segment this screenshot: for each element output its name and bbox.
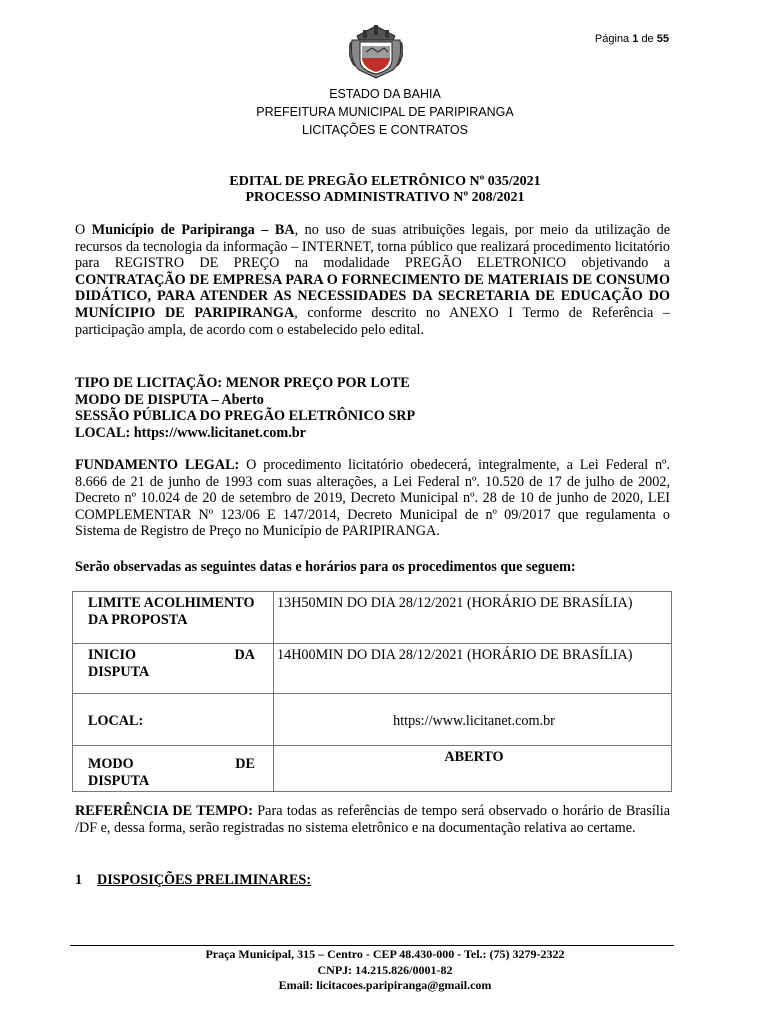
document-header [0,85,770,139]
intro-text-2: , no uso de suas atribuições legais, por meio da utilização de recursos da tecnologia da informação – INTERNET, torna público que realizará procedimento licitatório para REGISTRO DE PREÇO na modalidade PREGÃO ELETRONICO objetivando a [75,222,670,272]
page-number-prefix: Página [594,33,630,45]
legal-basis-text: O procedimento licitatório obedecerá, integralmente, a Lei Federal nº. 8.666 de 21 de junho de 1993 com suas alterações, a Lei Federal nº. 10.520 de 17 de julho de 2002, Decreto nº 10.024 de 20 de setembro de 2019, Decreto Municipal nº. 28 de 10 de junho de 2020, LEI COMPLEMENTAR Nº 123/06 E 147/2014, Decreto Municipal de nº 09/2017 que regulamenta o Sistema de Registro de Preço no Município de PARIPIRANGA. [75,457,670,540]
schedule-label-mode-c: DISPUTA [88,772,150,789]
schedule-label-mode-a: MODO [88,756,134,772]
document-footer [0,947,770,994]
info-local: LOCAL: https://www.licitanet.com.br [75,424,306,441]
schedule-label-start [73,644,274,694]
schedule-table [72,591,672,792]
schedule-label-proposal: LIMITE ACOLHIMENTO DA PROPOSTA [73,592,274,644]
footer-divider [70,945,674,946]
schedule-label-mode [73,746,274,792]
intro-text-1: O [75,222,92,238]
schedule-label-local: LOCAL: [73,694,274,746]
schedule-label-mode-b: DE [235,756,255,772]
section-heading [75,872,670,889]
header-prefecture: PREFEITURA MUNICIPAL DE PARIPIRANGA [256,105,514,119]
schedule-row-proposal [73,592,672,644]
section-title: DISPOSIÇÕES PRELIMINARES: [97,872,312,888]
schedule-value-mode: ABERTO [274,746,672,792]
schedule-value-local: https://www.licitanet.com.br [274,694,672,746]
info-modo: MODO DE DISPUTA – Aberto [75,391,264,408]
footer-address: Praça Municipal, 315 – Centro - CEP 48.430-000 - Tel.: (75) 3279-2322 [205,947,565,961]
schedule-row-start [73,644,672,694]
intro-text-3: , conforme descrito no ANEXO I Termo de Referência – participação ampla, de acordo com o estabelecido pelo edital. [75,304,670,338]
municipal-crest-icon [349,22,403,80]
title-edital: EDITAL DE PREGÃO ELETRÔNICO Nº 035/2021 [229,174,541,189]
header-state: ESTADO DA BAHIA [329,87,441,101]
schedule-row-mode [73,746,672,792]
schedule-label-start-c: DISPUTA [88,663,150,680]
info-tipo: TIPO DE LICITAÇÃO: MENOR PREÇO POR LOTE [75,375,410,391]
schedule-value-proposal: 13H50MIN DO DIA 28/12/2021 (HORÁRIO DE BRASÍLIA) [274,592,672,644]
licitation-info [75,375,670,441]
page-number-total: 55 [656,33,669,45]
schedule-intro: Serão observadas as seguintes datas e horários para os procedimentos que seguem: [75,559,576,575]
page-number-current: 1 [632,33,639,45]
schedule-label-start-b: DA [234,647,255,663]
header-department: LICITAÇÕES E CONTRATOS [302,123,468,137]
time-reference-label: REFERÊNCIA DE TEMPO: [75,803,253,819]
section-number: 1 [75,872,83,888]
schedule-label-start-a: INICIO [88,647,137,663]
footer-cnpj: CNPJ: 14.215.826/0001-82 [317,962,453,977]
legal-basis-label: FUNDAMENTO LEGAL: [75,457,240,473]
time-reference-paragraph [75,803,670,836]
intro-municipality: Município de Paripiranga – BA [91,222,295,238]
page-number-sep: de [641,33,654,45]
info-sessao: SESSÃO PÚBLICA DO PREGÃO ELETRÔNICO SRP [75,408,416,425]
time-reference-text: Para todas as referências de tempo será observado o horário de Brasília /DF e, dessa forma, serão registradas no sistema eletrônico e na documentação relativa ao certame. [75,803,670,836]
document-title [0,174,770,206]
footer-email: Email: licitacoes.paripiranga@gmail.com [278,978,492,992]
schedule-row-local [73,694,672,746]
intro-object: CONTRATAÇÃO DE EMPRESA PARA O FORNECIMENTO DE MATERIAIS DE CONSUMO DIDÁTICO, PARA ATENDER AS NECESSIDADES DA SECRETARIA DE EDUCAÇÃO DO MUNÍCIPIO DE PARIPIRANGA [75,271,670,321]
title-processo: PROCESSO ADMINISTRATIVO Nº 208/2021 [245,190,525,205]
schedule-value-start: 14H00MIN DO DIA 28/12/2021 (HORÁRIO DE BRASÍLIA) [274,644,672,694]
page-number [595,33,669,45]
legal-basis-paragraph [75,457,670,540]
intro-paragraph [75,222,670,338]
